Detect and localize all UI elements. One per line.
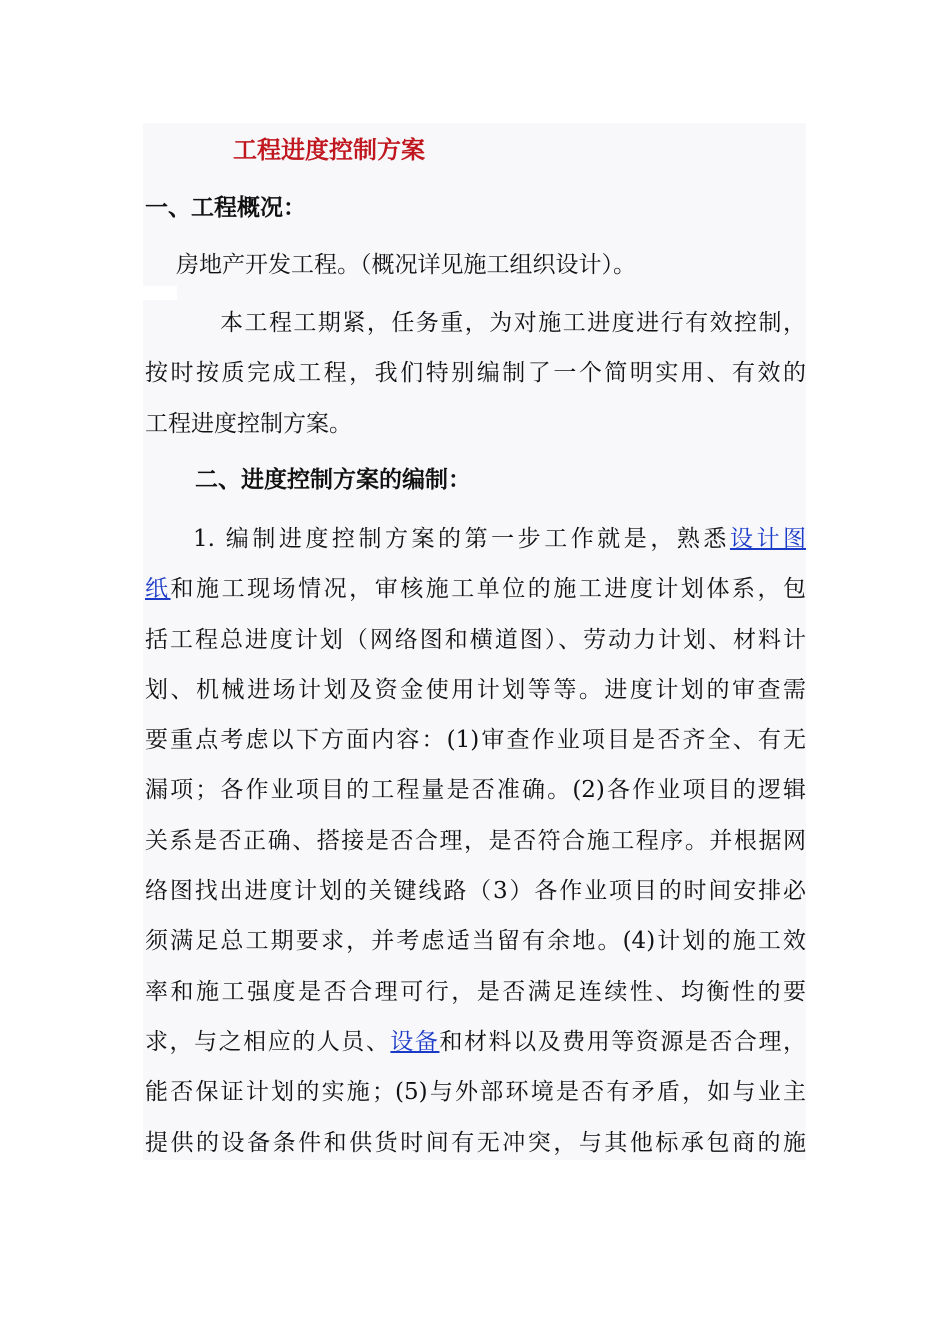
para-line-2 [145,564,806,614]
design-drawings-link-part1[interactable]: 设计图 [729,526,806,552]
design-drawings-link-part2[interactable]: 纸 [145,576,171,603]
section-heading-overview: 一、工程概况： [145,195,306,221]
para-line-6: 漏项；各作业项目的工程量是否准确。(2)各作业项目的逻辑 [145,777,806,804]
compilation-paragraph [145,514,806,1168]
overview-text: 房地产开发工程。（概况详见施工组织设计）。 [176,252,636,278]
intro-line-3: 工程进度控制方案。 [145,410,352,437]
equipment-link[interactable]: 设备 [390,1028,440,1055]
para-line-10: 率和施工强度是否合理可行，是否满足连续性、均衡性的要 [145,978,806,1005]
para-line-11-text-after: 和材料以及费用等资源是否合理， [439,1028,806,1055]
para-line-8: 络图找出进度计划的关键线路（3）各作业项目的时间安排必 [145,878,806,905]
para-line-11 [145,1017,806,1067]
para-line-11-text-before: 求，与之相应的人员、 [145,1028,391,1055]
para-line-7: 关系是否正确、搭接是否合理，是否符合施工程序。并根据网 [145,827,806,854]
para-line-2-text: 和施工现场情况，审核施工单位的施工进度计划体系，包 [170,576,806,603]
section-heading-compilation: 二、进度控制方案的编制： [195,467,471,493]
intro-line-2: 按时按质完成工程，我们特别编制了一个简明实用、有效的 [145,360,806,387]
para-line-13: 提供的设备条件和供货时间有无冲突，与其他标承包商的施 [145,1129,806,1156]
intro-line-1: 本工程工期紧，任务重，为对施工进度进行有效控制， [220,310,806,336]
document-title: 工程进度控制方案 [233,136,425,164]
para-line-9: 须满足总工期要求，并考虑适当留有余地。(4)计划的施工效 [145,928,806,955]
para-line-5: 要重点考虑以下方面内容：(1)审查作业项目是否齐全、有无 [145,727,806,754]
para-line-4: 划、机械进场计划及资金使用计划等等。进度计划的审查需 [145,676,806,703]
para-line-1-text: 1. 编制进度控制方案的第一步工作就是，熟悉 [193,526,730,552]
para-line-1 [145,514,806,564]
para-line-12: 能否保证计划的实施；(5)与外部环境是否有矛盾，如与业主 [145,1079,806,1106]
para-line-3: 括工程总进度计划（网络图和横道图）、劳动力计划、材料计 [145,626,806,653]
intro-paragraph [145,298,806,449]
